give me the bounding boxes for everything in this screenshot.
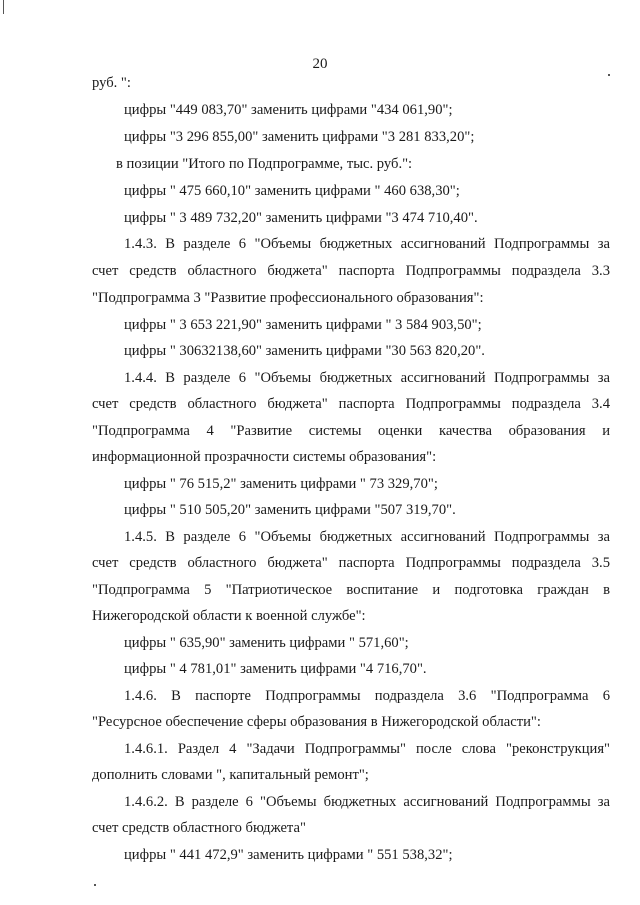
text-line: 1.4.6. В паспорте Подпрограммы подраздела 3.6 "Подпрограмма 6 (124, 688, 610, 704)
text-line: цифры " 475 660,10" заменить цифрами " 460 638,30"; (124, 183, 460, 199)
text-line: Нижегородской области к военной службе": (92, 608, 366, 624)
text-line: счет средств областного бюджета" (92, 820, 306, 836)
text-line: цифры " 3 489 732,20" заменить цифрами "3 474 710,40". (124, 210, 478, 226)
scan-dot (94, 884, 96, 886)
text-line: "Подпрограмма 5 "Патриотическое воспитание и подготовка граждан в (92, 582, 610, 598)
text-line: 1.4.4. В разделе 6 "Объемы бюджетных ассигнований Подпрограммы за (124, 370, 610, 386)
text-line: 1.4.6.1. Раздел 4 "Задачи Подпрограммы" после слова "реконструкция" (124, 741, 610, 757)
text-line: цифры " 3 653 221,90" заменить цифрами " 3 584 903,50"; (124, 317, 482, 333)
text-line: счет средств областного бюджета" паспорта Подпрограммы подраздела 3.3 (92, 263, 610, 279)
text-line: "Подпрограмма 3 "Развитие профессионального образования": (92, 290, 484, 306)
text-line: "Подпрограмма 4 "Развитие системы оценки качества образования и (92, 423, 610, 439)
text-line: цифры " 76 515,2" заменить цифрами " 73 329,70"; (124, 476, 438, 492)
text-line: 1.4.3. В разделе 6 "Объемы бюджетных ассигнований Подпрограммы за (124, 236, 610, 252)
text-line: в позиции "Итого по Подпрограмме, тыс. руб.": (116, 156, 413, 172)
text-line: "Ресурсное обеспечение сферы образования в Нижегородской области": (92, 714, 541, 730)
text-line: счет средств областного бюджета" паспорта Подпрограммы подраздела 3.5 (92, 555, 610, 571)
text-line: информационной прозрачности системы образования": (92, 449, 437, 465)
text-line: цифры " 30632138,60" заменить цифрами "30 563 820,20". (124, 343, 485, 359)
scan-mark (3, 0, 4, 14)
page-number: 20 (312, 56, 328, 72)
text-line: руб. ": (92, 75, 131, 91)
text-line: цифры " 441 472,9" заменить цифрами " 551 538,32"; (124, 847, 453, 863)
scan-dot (608, 74, 610, 76)
text-line: цифры " 635,90" заменить цифрами " 571,60"; (124, 635, 409, 651)
text-line: 1.4.6.2. В разделе 6 "Объемы бюджетных ассигнований Подпрограммы за (124, 794, 610, 810)
text-line: дополнить словами ", капитальный ремонт"; (92, 767, 369, 783)
text-line: цифры " 510 505,20" заменить цифрами "507 319,70". (124, 502, 456, 518)
text-line: 1.4.5. В разделе 6 "Объемы бюджетных ассигнований Подпрограммы за (124, 529, 610, 545)
text-line: цифры "3 296 855,00" заменить цифрами "3 281 833,20"; (124, 129, 475, 145)
text-line: цифры "449 083,70" заменить цифрами "434 061,90"; (124, 102, 453, 118)
text-line: цифры " 4 781,01" заменить цифрами "4 716,70". (124, 661, 427, 677)
text-line: счет средств областного бюджета" паспорта Подпрограммы подраздела 3.4 (92, 396, 610, 412)
